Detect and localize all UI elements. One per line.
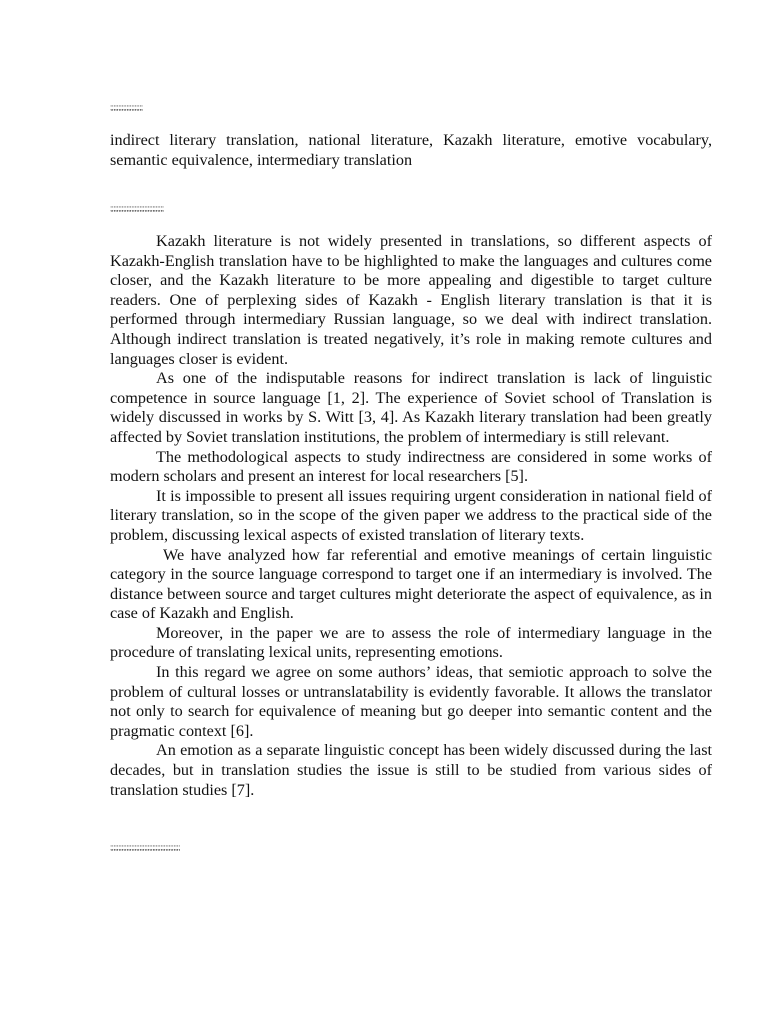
paragraph: In this regard we agree on some authors’ ideas, that semiotic approach to solve the problem of cultural losses or untranslatability is evidently favorable. It allows the translator not only to search for equivalence of meaning but go deeper into semantic content and the pragmatic context [6].	[110, 663, 712, 740]
keywords-list: indirect literary translation, national literature, Kazakh literature, emotive vocabulary, semantic equivalence, intermediary translation	[110, 131, 712, 169]
paragraph: The methodological aspects to study indirectness are considered in some works of modern scholars and present an interest for local researchers [5].	[110, 447, 712, 486]
paragraph: Kazakh literature is not widely presented in translations, so different aspects of Kazakh-English translation have to be highlighted to make the languages and cultures come closer, and the Kazakh literature to be more appealing and digestible to target culture readers. One of perplexing sides of Kazakh - English literary translation is that it is performed through intermediary Russian language, so we deal with indirect translation. Although indirect translation is treated negatively, it’s role in making remote cultures and languages closer is evident.	[110, 232, 712, 368]
paragraph: We have analyzed how far referential and emotive meanings of certain linguistic category in the source language correspond to target one if an intermediary is involved. The distance between source and target cultures might deteriorate the aspect of equivalence, as in case of Kazakh and English.	[110, 545, 712, 623]
introduction-body	[110, 232, 712, 800]
next-section-heading-marker: ;;;;;;;;;;;;;;;;;;;;;;;;;;;;;;;;;;;;;;;;;;;	[110, 843, 180, 852]
introduction-heading-marker: ;;;;;;;;;;;;;;;;;;;;;;;;;;;;;;;;;	[110, 204, 164, 213]
paragraph: As one of the indisputable reasons for indirect translation is lack of linguistic competence in source language [1, 2]. The experience of Soviet school of Translation is widely discussed in works by S. Witt [3, 4]. As Kazakh literary translation had been greatly affected by Soviet translation institutions, the problem of intermediary is still relevant.	[110, 369, 712, 446]
keywords-heading-marker: ;;;;;;;;;;;;;;;;;;;;	[110, 103, 143, 112]
paragraph: It is impossible to present all issues requiring urgent consideration in national field of literary translation, so in the scope of the given paper we address to the practical side of the problem, discussing lexical aspects of existed translation of literary texts.	[110, 486, 712, 544]
paragraph: Moreover, in the paper we are to assess the role of intermediary language in the procedure of translating lexical units, representing emotions.	[110, 623, 712, 662]
paragraph: An emotion as a separate linguistic concept has been widely discussed during the last decades, but in translation studies the issue is still to be studied from various sides of translation studies [7].	[110, 741, 712, 799]
